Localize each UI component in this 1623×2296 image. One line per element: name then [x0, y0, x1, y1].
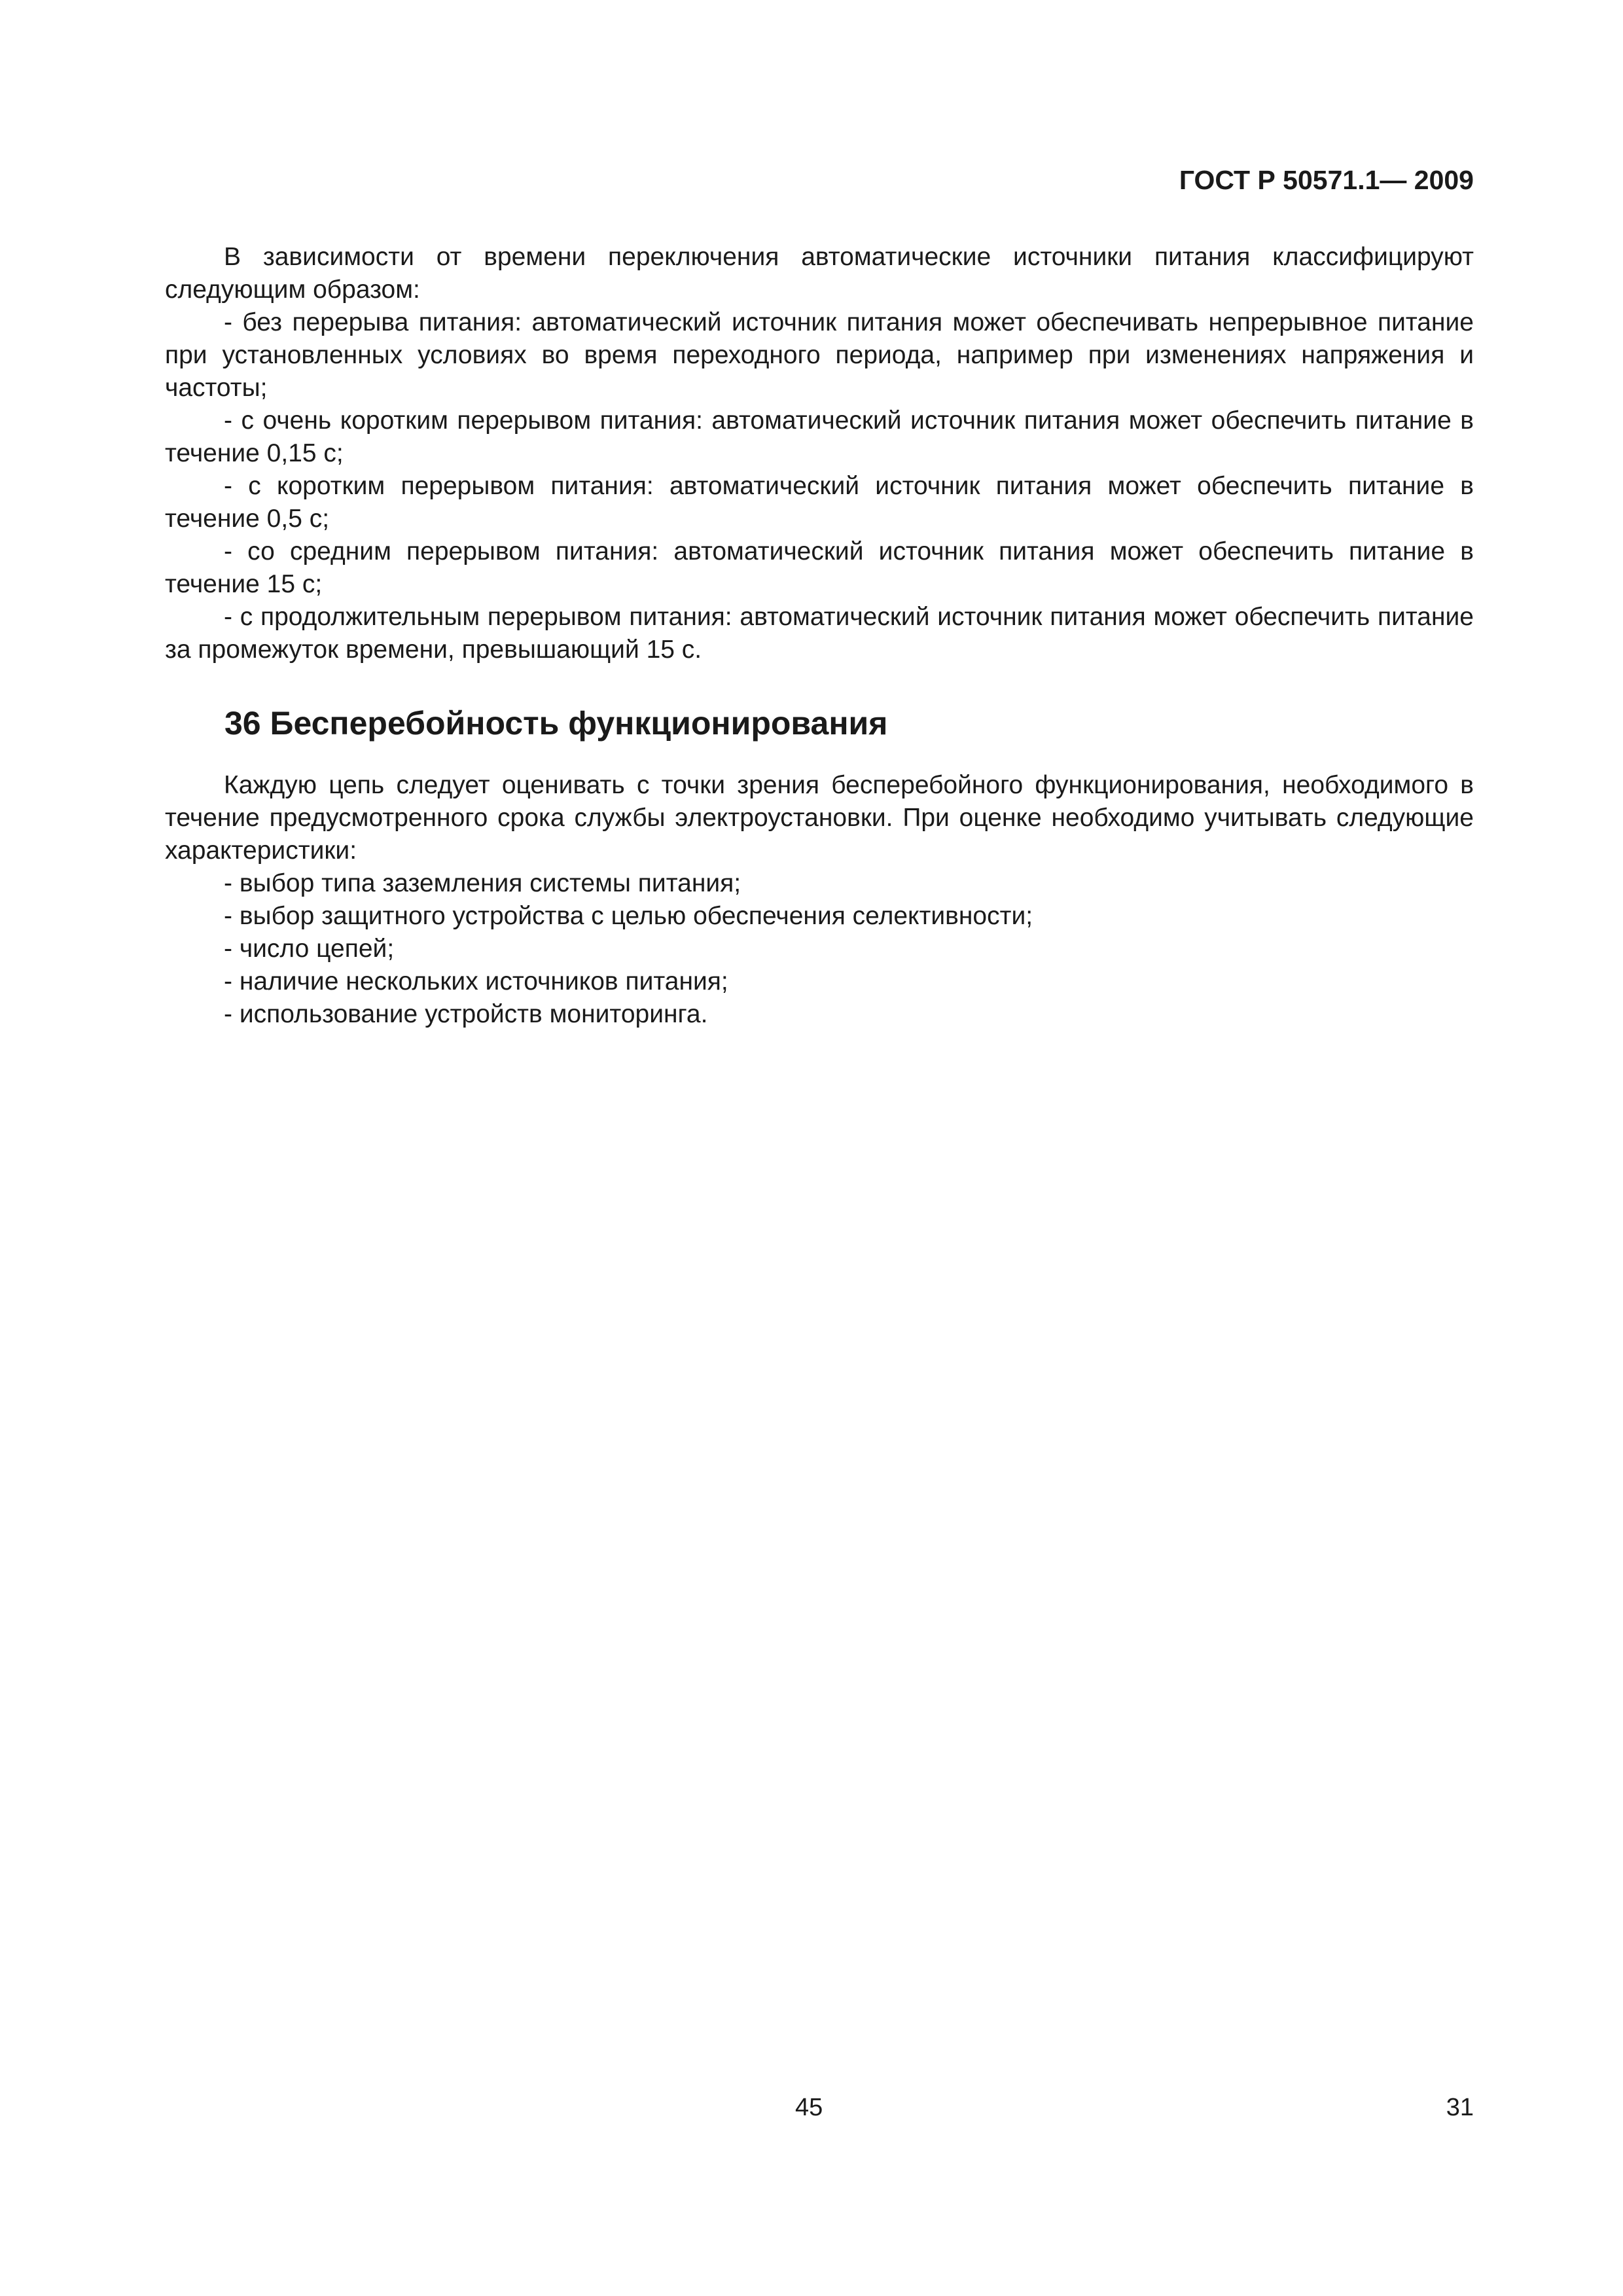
intro-item: - с очень коротким перерывом питания: автоматический источник питания может обеспечить питание в течение 0,15 с; — [165, 406, 1474, 467]
page-number: 31 — [1446, 2094, 1474, 2121]
document-code: ГОСТ Р 50571.1— 2009 — [1179, 165, 1474, 195]
intro-item: - с коротким перерывом питания: автоматический источник питания может обеспечить питание в течение 0,5 с; — [165, 472, 1474, 533]
intro-paragraph: В зависимости от времени переключения автоматические источники питания классифицируют следующим образом: — [165, 243, 1474, 304]
intro-item: - со средним перерывом питания: автоматический источник питания может обеспечить питание в течение 15 с; — [165, 537, 1474, 598]
section-paragraph: Каждую цепь следует оценивать с точки зрения бесперебойного функционирования, необходимого в течение предусмотренного срока службы электроустановки. При оценке необходимо учитывать следующие характеристики: — [165, 771, 1474, 865]
intro-block — [165, 241, 1474, 666]
characteristics-list — [224, 867, 1467, 1031]
intro-item: - с продолжительным перерывом питания: автоматический источник питания может обеспечить питание за промежуток времени, превышающий 15 с. — [165, 603, 1474, 664]
section-paragraph-block — [165, 769, 1474, 867]
center-page-number: 45 — [795, 2094, 823, 2121]
list-item: - выбор защитного устройства с целью обеспечения селективности; — [224, 902, 1033, 930]
list-item: - наличие нескольких источников питания; — [224, 967, 728, 996]
intro-item: - без перерыва питания: автоматический источник питания может обеспечивать непрерывное питание при установленных условиях во время переходного периода, например при изменениях напряжения и частоты; — [165, 308, 1474, 402]
list-item: - выбор типа заземления системы питания; — [224, 869, 741, 897]
list-item: - число цепей; — [224, 935, 395, 963]
list-item: - использование устройств мониторинга. — [224, 1000, 708, 1028]
section-heading: 36 Бесперебойность функционирования — [224, 705, 888, 742]
